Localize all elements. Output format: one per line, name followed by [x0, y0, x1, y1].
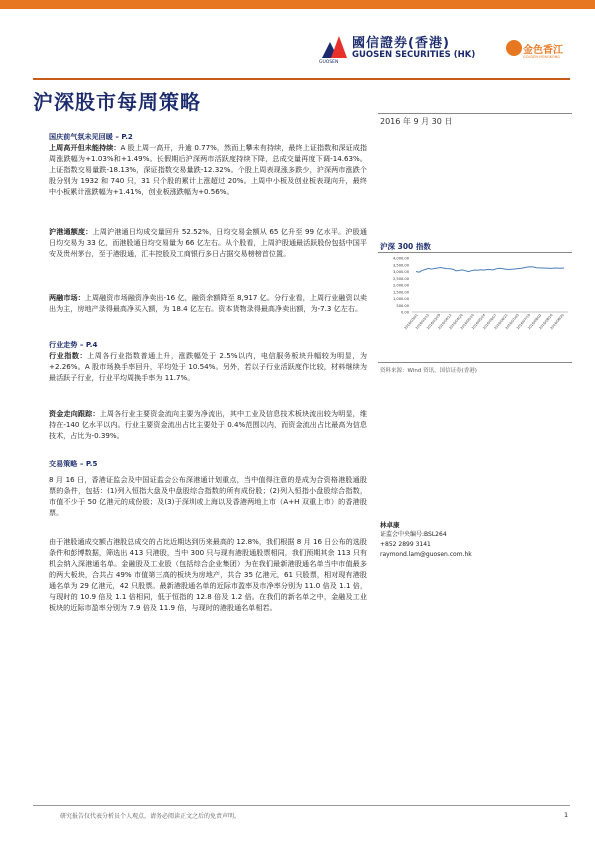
- paragraph-lead: 两融市场：: [49, 293, 85, 302]
- section-margin-market: [49, 292, 367, 314]
- paragraph-lead: 上周高开但未能持续：: [49, 143, 121, 152]
- golden-logo-cn: 金色香江: [523, 45, 563, 56]
- report-date: 2016 年 9 月 30 日: [380, 117, 453, 126]
- chart-divider-bottom: [378, 362, 572, 363]
- company-name-cn: 國信證券(香港): [352, 36, 450, 51]
- golden-logo-en: GOLDEN HONGKONG: [523, 55, 560, 59]
- top-accent-bar: [0, 0, 595, 9]
- y-tick-label: 2,500.00: [392, 276, 409, 281]
- title-divider: [33, 78, 570, 80]
- logo-text: GUOSEN: [319, 60, 339, 65]
- y-tick-label: 2,000.00: [392, 283, 409, 288]
- footer-divider: [33, 805, 570, 806]
- y-tick-label: 1,500.00: [392, 290, 409, 295]
- x-tick-label: 2016/07/19: [515, 313, 532, 331]
- analyst-email[interactable]: raymond.lam@guosen.com.hk: [380, 551, 472, 558]
- section-trading-strategy: [49, 458, 367, 518]
- section-connect-quota: [49, 226, 367, 259]
- section-heading: 交易策略 – P.5: [49, 459, 98, 468]
- x-tick-label: 2016/05/10: [459, 313, 475, 331]
- section-fund-flow: [49, 408, 367, 441]
- y-tick-label: 500.00: [396, 303, 409, 308]
- paragraph-text: 上周各行业指数普通上升，涨跌幅处于 2.5%以内，电信服务板块升幅较为明显，为+2.26%。A 股市场换手率回升，平均处于 10.54%。另外，若以子行业活跃度作比较，材料继续为最活跃子行业，行业平均周换手率为 11.7%。: [49, 351, 368, 382]
- x-tick-label: 2016/03/01: [403, 313, 419, 331]
- golden-coin-icon: [506, 40, 522, 56]
- paragraph-text: 上周各行业主要资金流向主要为净流出，其中工业及信息技术板块流出较为明显，维持在-140 亿水平以内。行业主要资金流出占比主要处于 0.4%范围以内，而资金流出占比最高为信息技术，占比为-0.39%。: [49, 409, 368, 440]
- csi300-series-line: [416, 267, 564, 272]
- chart-source: 资料来源：Wind 资讯，国信证券(香港): [380, 368, 477, 374]
- x-tick-label: 2016/03/29: [425, 313, 442, 331]
- y-tick-label: 1,000.00: [392, 297, 409, 301]
- paragraph: [49, 408, 367, 441]
- chart-title: 沪深 300 指数: [380, 242, 431, 251]
- date-divider: [378, 113, 572, 114]
- paragraph: [49, 226, 367, 259]
- paragraph: 8 月 16 日，香港证监会及中国证监会公布深港通计划重点，当中值得注意的是成为合资格港股通股票的条件，包括：(1)列入恒指大盘及中盘股综合指数的所有成份股；(2)列入恒指小盘股综合指数，市值不少于 50 亿港元的成份股；及(3)于深圳或上海以及香港两地上市（A+H 双重上市）的香港股票。: [49, 475, 367, 517]
- guosen-logo-icon: [322, 36, 347, 58]
- x-tick-label: 2016/08/30: [549, 313, 565, 331]
- section-heading: 行业走势 – P.4: [49, 340, 98, 349]
- page-number: 1: [564, 811, 569, 819]
- csi300-line-chart: [378, 254, 572, 360]
- analyst-phone: +852 2899 3141: [380, 541, 431, 548]
- paragraph: [49, 292, 367, 314]
- paragraph-lead: 沪港通额度：: [49, 227, 93, 236]
- x-tick-label: 2016/03/15: [414, 313, 430, 331]
- paragraph-lead: 行业指数：: [49, 351, 88, 360]
- x-tick-label: 2016/06/21: [493, 313, 509, 331]
- analyst-name: 林卓康: [380, 521, 400, 529]
- golden-hongkong-logo: [506, 38, 566, 62]
- y-tick-label: 3,500.00: [392, 263, 409, 268]
- paragraph-text: A 股上周一高开，升逾 0.77%，然而上攀未有持续，最终上证指数和深证成指周涨跌幅为+1.03%和+1.49%。长假期后沪深两市活跃度持续下降，总成交量再度下调-14.63%。上证指数交易量跌-18.13%，深证指数交易量跌-12.32%。个股上周表现涨多跌少，沪深两市涨跌个股分别为 1932 和 740 只，31 只个股的累计上涨超过 20%。上周中小板及创业板表现向升，最终中小板累计涨跌幅为+1.41%，创业板涨跌幅为+0.56%。: [49, 143, 367, 196]
- analyst-license: 证监会中央编号:BSL264: [380, 531, 447, 538]
- footer-disclaimer: 研究报告仅代表分析员个人观点，请务必阅读正文之后的免责声明。: [60, 813, 241, 820]
- y-tick-label: 3,000.00: [392, 270, 409, 274]
- y-tick-label: 0.00: [400, 310, 409, 315]
- report-title: 沪深股市每周策略: [33, 90, 201, 114]
- x-tick-label: 2016/08/02: [527, 313, 543, 331]
- paragraph: [49, 142, 367, 197]
- company-name-en: GUOSEN SECURITIES (HK): [352, 50, 476, 60]
- paragraph: [49, 350, 367, 383]
- x-tick-label: 2016/08/16: [538, 313, 554, 331]
- paragraph-text: 上周沪港通日均成交量回升 52.52%，日均交易金额从 65 亿升至 99 亿水平。沪股通日均交易为 33 亿，而港股通日均交易量为 66 亿左右。从个股看，上周沪股通最活跃股份包括中国平安及贵州茅台，至于港股通，汇丰控股及工商银行多日占据交易榜榜首位置。: [49, 227, 368, 258]
- section-market-overview: [49, 131, 367, 197]
- section-industry-trend: [49, 339, 367, 383]
- paragraph-lead: 资金走向跟踪：: [49, 409, 100, 418]
- analyst-info: [380, 520, 472, 560]
- paragraph-text: 上周融资市场融资净卖出-16 亿，融资余额降至 8,917 亿。分行业看，上周行业融资以卖出为主，房地产录得最高净买入额，为 18.4 亿左右。资本货物录得最高净卖出额，为-7.3 亿左右。: [49, 293, 368, 313]
- paragraph: 由于港股通成交额占港股总成交的占比近期达到历来最高的 12.8%，我们根据 8 月 16 日公布的选股条件和彭博数据，筛选出 413 只港股，当中 300 只与现有港股通股票相同，我们预期其余 113 只有机会纳入深港通名单。金融股及工业股（包括综合企业集团）为在我们最新港股通名单当中市值最多的两大板块，合共占 49% 市值第三高的板块为房地产，共合 35 亿港元，61 只股票，相对现有港股通名单为 29 亿港元，42 只股票。最新港股通名单的近际市盈率及市净率分别为 11.0 倍及 1.1 倍，与现时的 10.9 倍及 1.1 倍相同，低于恒指的 12.8 倍及 1.2 倍。在我们的新名单之中，金融及工业板块的近际市盈率分别为 7.9 倍及 11.9 倍，与现时的港股通名单相若。: [49, 537, 367, 612]
- y-tick-label: 4,000.00: [392, 256, 409, 261]
- x-tick-label: 2016/05/24: [470, 313, 487, 331]
- chart-divider-top: [378, 252, 572, 253]
- x-tick-label: 2016/07/05: [504, 313, 520, 331]
- x-tick-label: 2016/04/12: [437, 313, 453, 331]
- section-strategy-detail: [49, 536, 367, 613]
- x-tick-label: 2016/04/26: [448, 313, 464, 331]
- section-heading: 国庆前气氛未见回暖 – P.2: [49, 132, 133, 141]
- x-tick-label: 2016/06/07: [482, 313, 498, 331]
